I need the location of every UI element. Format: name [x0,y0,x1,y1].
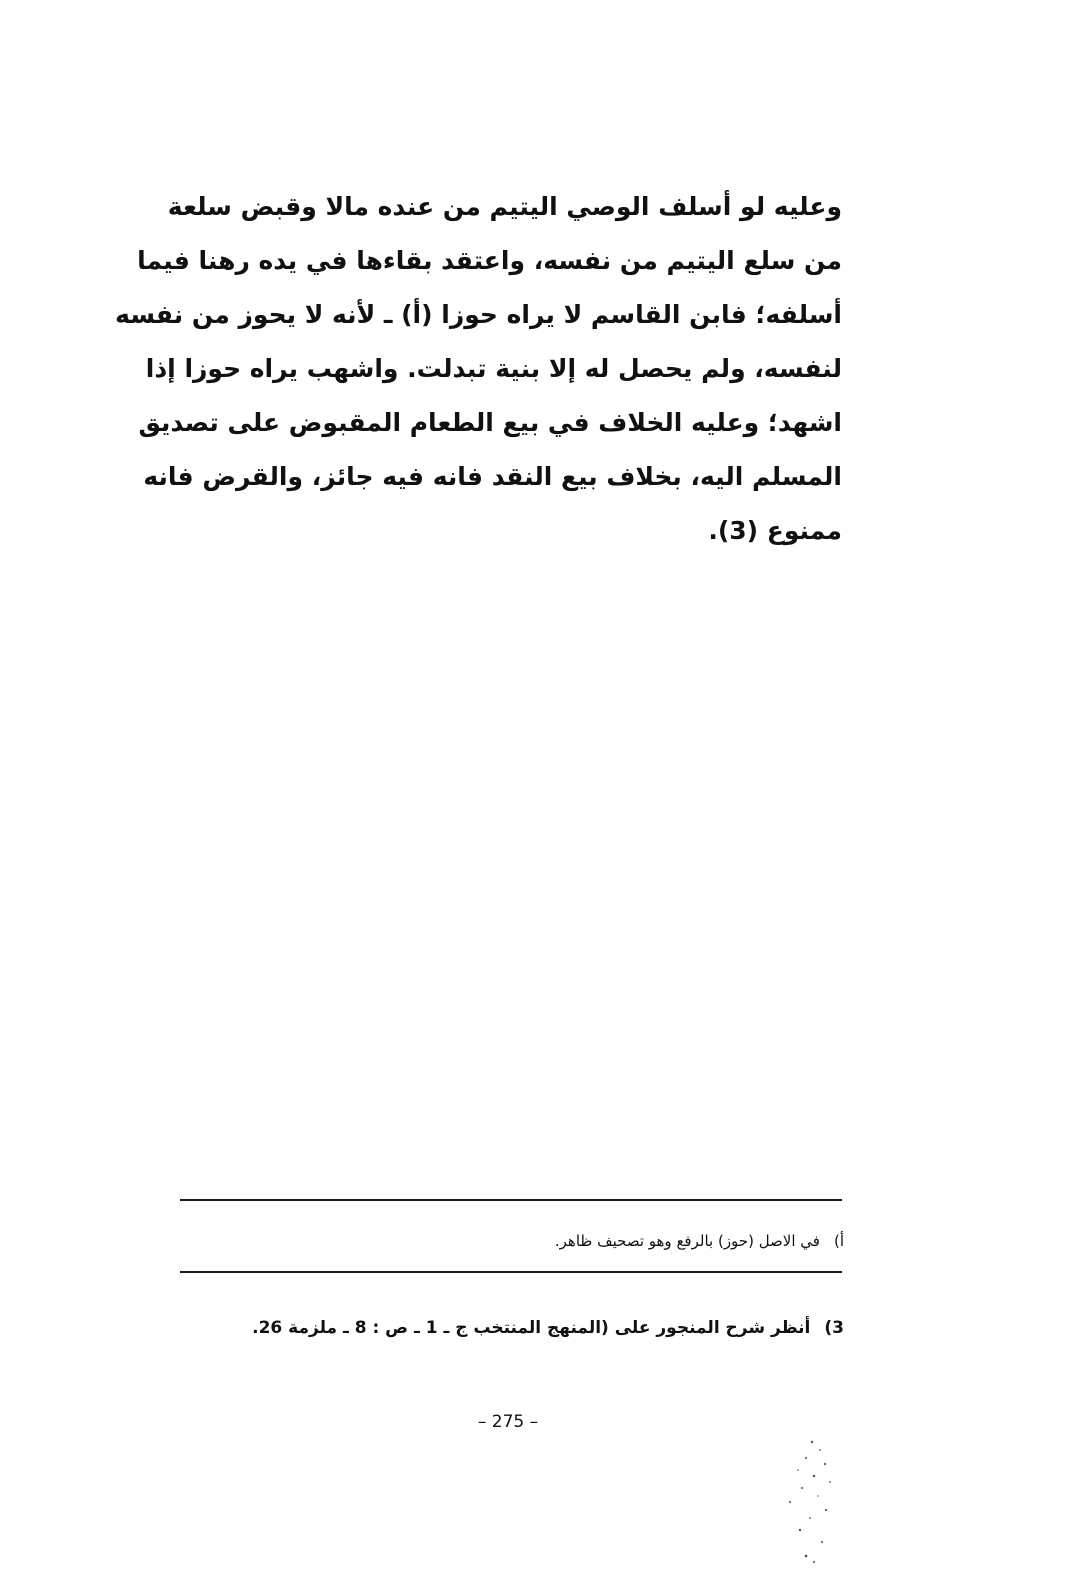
footnote-3-text: أنظر شرح المنجور على (المنهج المنتخب ج ـ 1 ـ ص : 8 ـ ملزمة 26. [252,1318,811,1338]
footnote-a-text: في الاصل (حوز) بالرفع وهو تصحيف ظاهر. [554,1232,820,1250]
paragraph-line: لنفسه، ولم يحصل له إلا بنية تبدلت. واشهب يراه حوزا إذا [145,354,842,383]
paragraph-line: اشهد؛ وعليه الخلاف في بيع الطعام المقبوض على تصديق [138,408,842,437]
footnote-separator-top [180,1199,842,1201]
paragraph-line: ممنوع (3). [708,516,842,545]
scan-noise [740,1430,840,1570]
paragraph-line: المسلم اليه، بخلاف بيع النقد فانه فيه جائز، والقرض فانه [143,462,842,491]
page-number: – 275 – [477,1412,539,1432]
paragraph-line: أسلفه؛ فابن القاسم لا يراه حوزا (أ) ـ لأنه لا يحوز من نفسه [115,300,842,329]
main-paragraph [115,180,842,558]
footnote-3 [252,1318,844,1338]
paragraph-line: من سلع اليتيم من نفسه، واعتقد بقاءها في يده رهنا فيما [137,246,842,275]
paragraph-line: وعليه لو أسلف الوصي اليتيم من عنده مالا وقبض سلعة [167,192,842,221]
footnote-3-marker: 3) [824,1318,844,1338]
footnote-separator-middle [180,1271,842,1273]
footnote-a [555,1232,844,1250]
footnote-a-marker: أ) [833,1232,844,1250]
